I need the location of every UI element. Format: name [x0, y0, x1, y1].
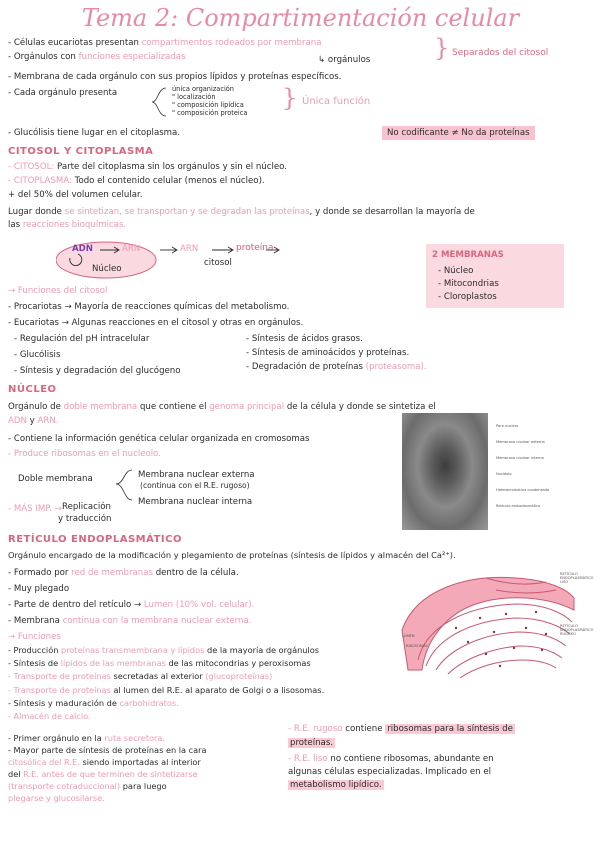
list-item: - Síntesis de ácidos grasos.: [246, 334, 363, 344]
text: y: [29, 416, 35, 426]
intro-highlight: funciones especializadas: [78, 52, 186, 62]
citosol-line-5: [8, 220, 126, 231]
membranes-title: 2 MEMBRANAS: [432, 250, 504, 260]
org-item: " composición proteica: [172, 109, 248, 117]
text: - Parte de dentro del retículo →: [8, 600, 142, 610]
text: - Producción: [8, 645, 59, 655]
citosol-line-3: + del 50% del volumen celular.: [8, 190, 143, 200]
text: de la célula y donde se sintetiza el: [286, 402, 436, 412]
micrograph-label: Membrana nuclear interna: [496, 456, 544, 460]
text: - Membrana: [8, 616, 60, 626]
arn-label-2: ARN: [180, 244, 199, 254]
highlight: doble membrana: [63, 402, 138, 412]
reticulo-function-6: - Almacén de calcio.: [8, 711, 91, 721]
reticulo-function-1: [8, 645, 319, 656]
rugoso-line-2: [288, 738, 335, 749]
heading-citosol: CITOSOL Y CITOPLASMA: [8, 146, 154, 157]
bottom-line-3: [8, 757, 201, 768]
list-item: - Síntesis y degradación del glucógeno: [14, 366, 181, 376]
list-item: - Regulación del pH intracelular: [14, 334, 150, 344]
marked-text: metabolismo lipídico.: [290, 780, 382, 790]
unique-function: Única función: [302, 96, 371, 107]
arn-label-1: ARN: [122, 244, 141, 254]
liso-line-1: [288, 754, 494, 765]
bottom-line-4: [8, 769, 198, 780]
text: Orgánulo de: [8, 402, 61, 412]
text: de las mitocondrias y peroxisomas: [168, 658, 311, 668]
citosol-function-1: - Procariotas → Mayoría de reacciones químicas del metabolismo.: [8, 302, 290, 312]
rugoso-line-1: [288, 724, 515, 735]
text: del: [8, 769, 21, 779]
definition: Parte del citoplasma sin los orgánulos y sin el núcleo.: [57, 162, 287, 172]
micrograph-label: Heterocromatina condensada: [496, 488, 550, 492]
liso-line-3: [288, 780, 384, 791]
intro-line-1: [8, 38, 322, 49]
er-label-ribosomas: RIBOSOMAS: [406, 644, 428, 648]
traduccion: y traducción: [58, 514, 112, 524]
citosol-line-1: [8, 162, 287, 173]
reticulo-line-3: - Muy plegado: [8, 584, 70, 594]
text: secretadas al exterior: [113, 671, 203, 681]
nucleus-micrograph: [402, 413, 488, 530]
liso-line-2: algunas células especializadas. Implicado en el: [288, 767, 491, 777]
reticulo-line-1: Orgánulo encargado de la modificación y plegamiento de proteínas (síntesis de lípidos y almacén del Ca²⁺).: [8, 550, 456, 560]
marked-text: ribosomas para la síntesis de: [387, 724, 513, 734]
reticulo-functions-heading: → Funciones: [8, 632, 61, 642]
reticulo-line-4: [8, 600, 254, 611]
list-item: [246, 362, 427, 373]
micrograph-label: Poro nuclear: [496, 424, 519, 428]
text: , y donde se desarrollan la mayoría de: [309, 207, 475, 217]
term: - CITOSOL:: [8, 162, 55, 172]
highlight: - R.E. rugoso: [288, 724, 343, 734]
highlight: R.E. antes de que terminen de sintetizarse: [23, 769, 198, 779]
mas-importante: - MÁS IMP. →: [8, 504, 62, 514]
highlight: red de membranas: [71, 568, 153, 578]
citosol-functions-heading: → Funciones del citosol: [8, 286, 108, 296]
bottom-line-6: plegarse y glucosilarse.: [8, 793, 105, 803]
nucleo-line-4: - Produce ribosomas en el nucleolo.: [8, 449, 161, 459]
highlight: - Transporte de proteínas: [8, 671, 111, 681]
highlight: proteínas transmembrana y lípidos: [61, 645, 205, 655]
highlight: continua con la membrana nuclear externa.: [62, 616, 252, 626]
text: - Primer orgánulo en la: [8, 733, 102, 743]
nucleo-line-1: [8, 402, 436, 413]
membrane-bracket: [112, 466, 136, 506]
membrane-external-note: (continua con el R.E. rugoso): [140, 481, 250, 490]
highlight: carbohidratos.: [119, 698, 179, 708]
term: - CITOPLASMA:: [8, 176, 72, 186]
doble-membrana: Doble membrana: [18, 474, 93, 484]
text: - Formado por: [8, 568, 69, 578]
definition: Todo el contenido celular (menos el núcleo).: [74, 176, 265, 186]
reticulo-function-3: [8, 671, 272, 682]
membrane-item: - Mitocondrias: [438, 279, 499, 289]
bottom-line-2: - Mayor parte de síntesis de proteínas en la cara: [8, 745, 207, 755]
nucleo-line-2: [8, 416, 59, 427]
highlight: Lumen (10% vol. celular).: [143, 600, 255, 610]
bottom-line-1: [8, 733, 165, 744]
reticulo-function-4: [8, 685, 324, 696]
micrograph-label: Membrana nuclear externa: [496, 440, 545, 444]
highlight: ADN: [8, 416, 27, 426]
reticulo-function-2: [8, 658, 311, 669]
function-brace: }: [282, 84, 298, 112]
organulos-arrow: ↳ orgánulos: [318, 55, 371, 65]
text: - Síntesis de: [8, 658, 59, 668]
highlight: genoma principal: [209, 402, 285, 412]
membrane-internal: Membrana nuclear interna: [138, 497, 253, 507]
reticulo-function-5: [8, 698, 179, 709]
separated-label: Separados del citosol: [452, 48, 549, 58]
citosol-line-2: [8, 176, 265, 187]
list-item: - Glucólisis: [14, 350, 61, 360]
highlight: lípidos de las membranas: [60, 658, 166, 668]
text: Lugar donde: [8, 207, 62, 217]
text: que contiene el: [139, 402, 207, 412]
citosol-label: citosol: [204, 258, 232, 268]
proteina-label: proteína: [236, 243, 274, 253]
highlight: (proteasoma).: [365, 362, 427, 372]
intro-highlight: compartimentos rodeados por membrana: [141, 38, 322, 48]
nucleo-line-3: - Contiene la información genética celular organizada en cromosomas: [8, 434, 310, 444]
text: siendo importadas al interior: [82, 757, 201, 767]
highlight: - R.E. liso: [288, 754, 328, 764]
intro-text: - Orgánulos con: [8, 52, 76, 62]
text: al lumen del R.E. al aparato de Golgi o a lisosomas.: [113, 685, 325, 695]
replicacion: Replicación: [62, 502, 111, 512]
membrane-item: - Cloroplastos: [438, 292, 497, 302]
note-box: No codificante ≠ No da proteínas: [382, 126, 535, 140]
org-item: única organización: [172, 85, 234, 93]
highlight: citosólica del R.E.: [8, 757, 80, 767]
heading-nucleo: NÚCLEO: [8, 384, 57, 395]
micrograph-label: Retículo endoplasmático: [496, 504, 541, 508]
text: no contiene ribosomas, abundante en: [330, 754, 494, 764]
intro-line-3: - Membrana de cada orgánulo con sus propios lípidos y proteínas específicos.: [8, 72, 342, 82]
text: - Síntesis y maduración de: [8, 698, 117, 708]
er-label-rugoso: RETÍCULO ENDOPLASMÁTICO RUGOSO: [560, 624, 594, 636]
text: de la mayoría de orgánulos: [207, 645, 320, 655]
heading-reticulo: RETÍCULO ENDOPLASMÁTICO: [8, 534, 182, 545]
intro-line-5: - Glucólisis tiene lugar en el citoplasma.: [8, 128, 181, 138]
text: dentro de la célula.: [155, 568, 239, 578]
reticulo-line-2: [8, 568, 239, 579]
citosol-line-4: [8, 207, 475, 218]
intro-brace: }: [434, 34, 450, 62]
highlight: (transporte cotraduccional): [8, 781, 121, 791]
text: las: [8, 220, 21, 230]
highlight: - Transporte de proteínas: [8, 685, 111, 695]
list-item: - Síntesis de aminoácidos y proteínas.: [246, 348, 410, 358]
intro-line-2: [8, 52, 186, 63]
bottom-line-5: [8, 781, 167, 792]
text: - Degradación de proteínas: [246, 362, 364, 372]
highlight: se sintetizan, se transportan y se degradan las proteínas: [64, 207, 310, 217]
org-item: " composición lipídica: [172, 101, 244, 109]
membrane-external: Membrana nuclear externa: [138, 470, 255, 480]
er-label-liso: RETÍCULO ENDOPLASMÁTICO LISO: [560, 572, 594, 584]
er-label-lumen: LUMEN: [402, 634, 415, 638]
highlight: (glucoproteínas): [205, 671, 273, 681]
intro-line-4: - Cada orgánulo presenta: [8, 88, 118, 98]
org-item: " localización: [172, 93, 216, 101]
reticulo-line-5: [8, 616, 252, 627]
highlight: ARN.: [37, 416, 59, 426]
citosol-function-2: - Eucariotas → Algunas reacciones en el citosol y otras en orgánulos.: [8, 318, 304, 328]
marked-text: proteínas.: [290, 738, 334, 748]
text: para luego: [122, 781, 167, 791]
micrograph-label: Nucléolo: [496, 472, 512, 476]
highlight: ruta secretora.: [104, 733, 166, 743]
membrane-item: - Núcleo: [438, 266, 474, 276]
highlight: reacciones bioquímicas.: [22, 220, 127, 230]
nucleo-label: Núcleo: [92, 264, 122, 274]
adn-label: ADN: [72, 244, 93, 254]
intro-text: - Células eucariotas presentan: [8, 38, 139, 48]
text: contiene: [345, 724, 383, 734]
page-title: Tema 2: Compartimentación celular: [81, 4, 520, 32]
